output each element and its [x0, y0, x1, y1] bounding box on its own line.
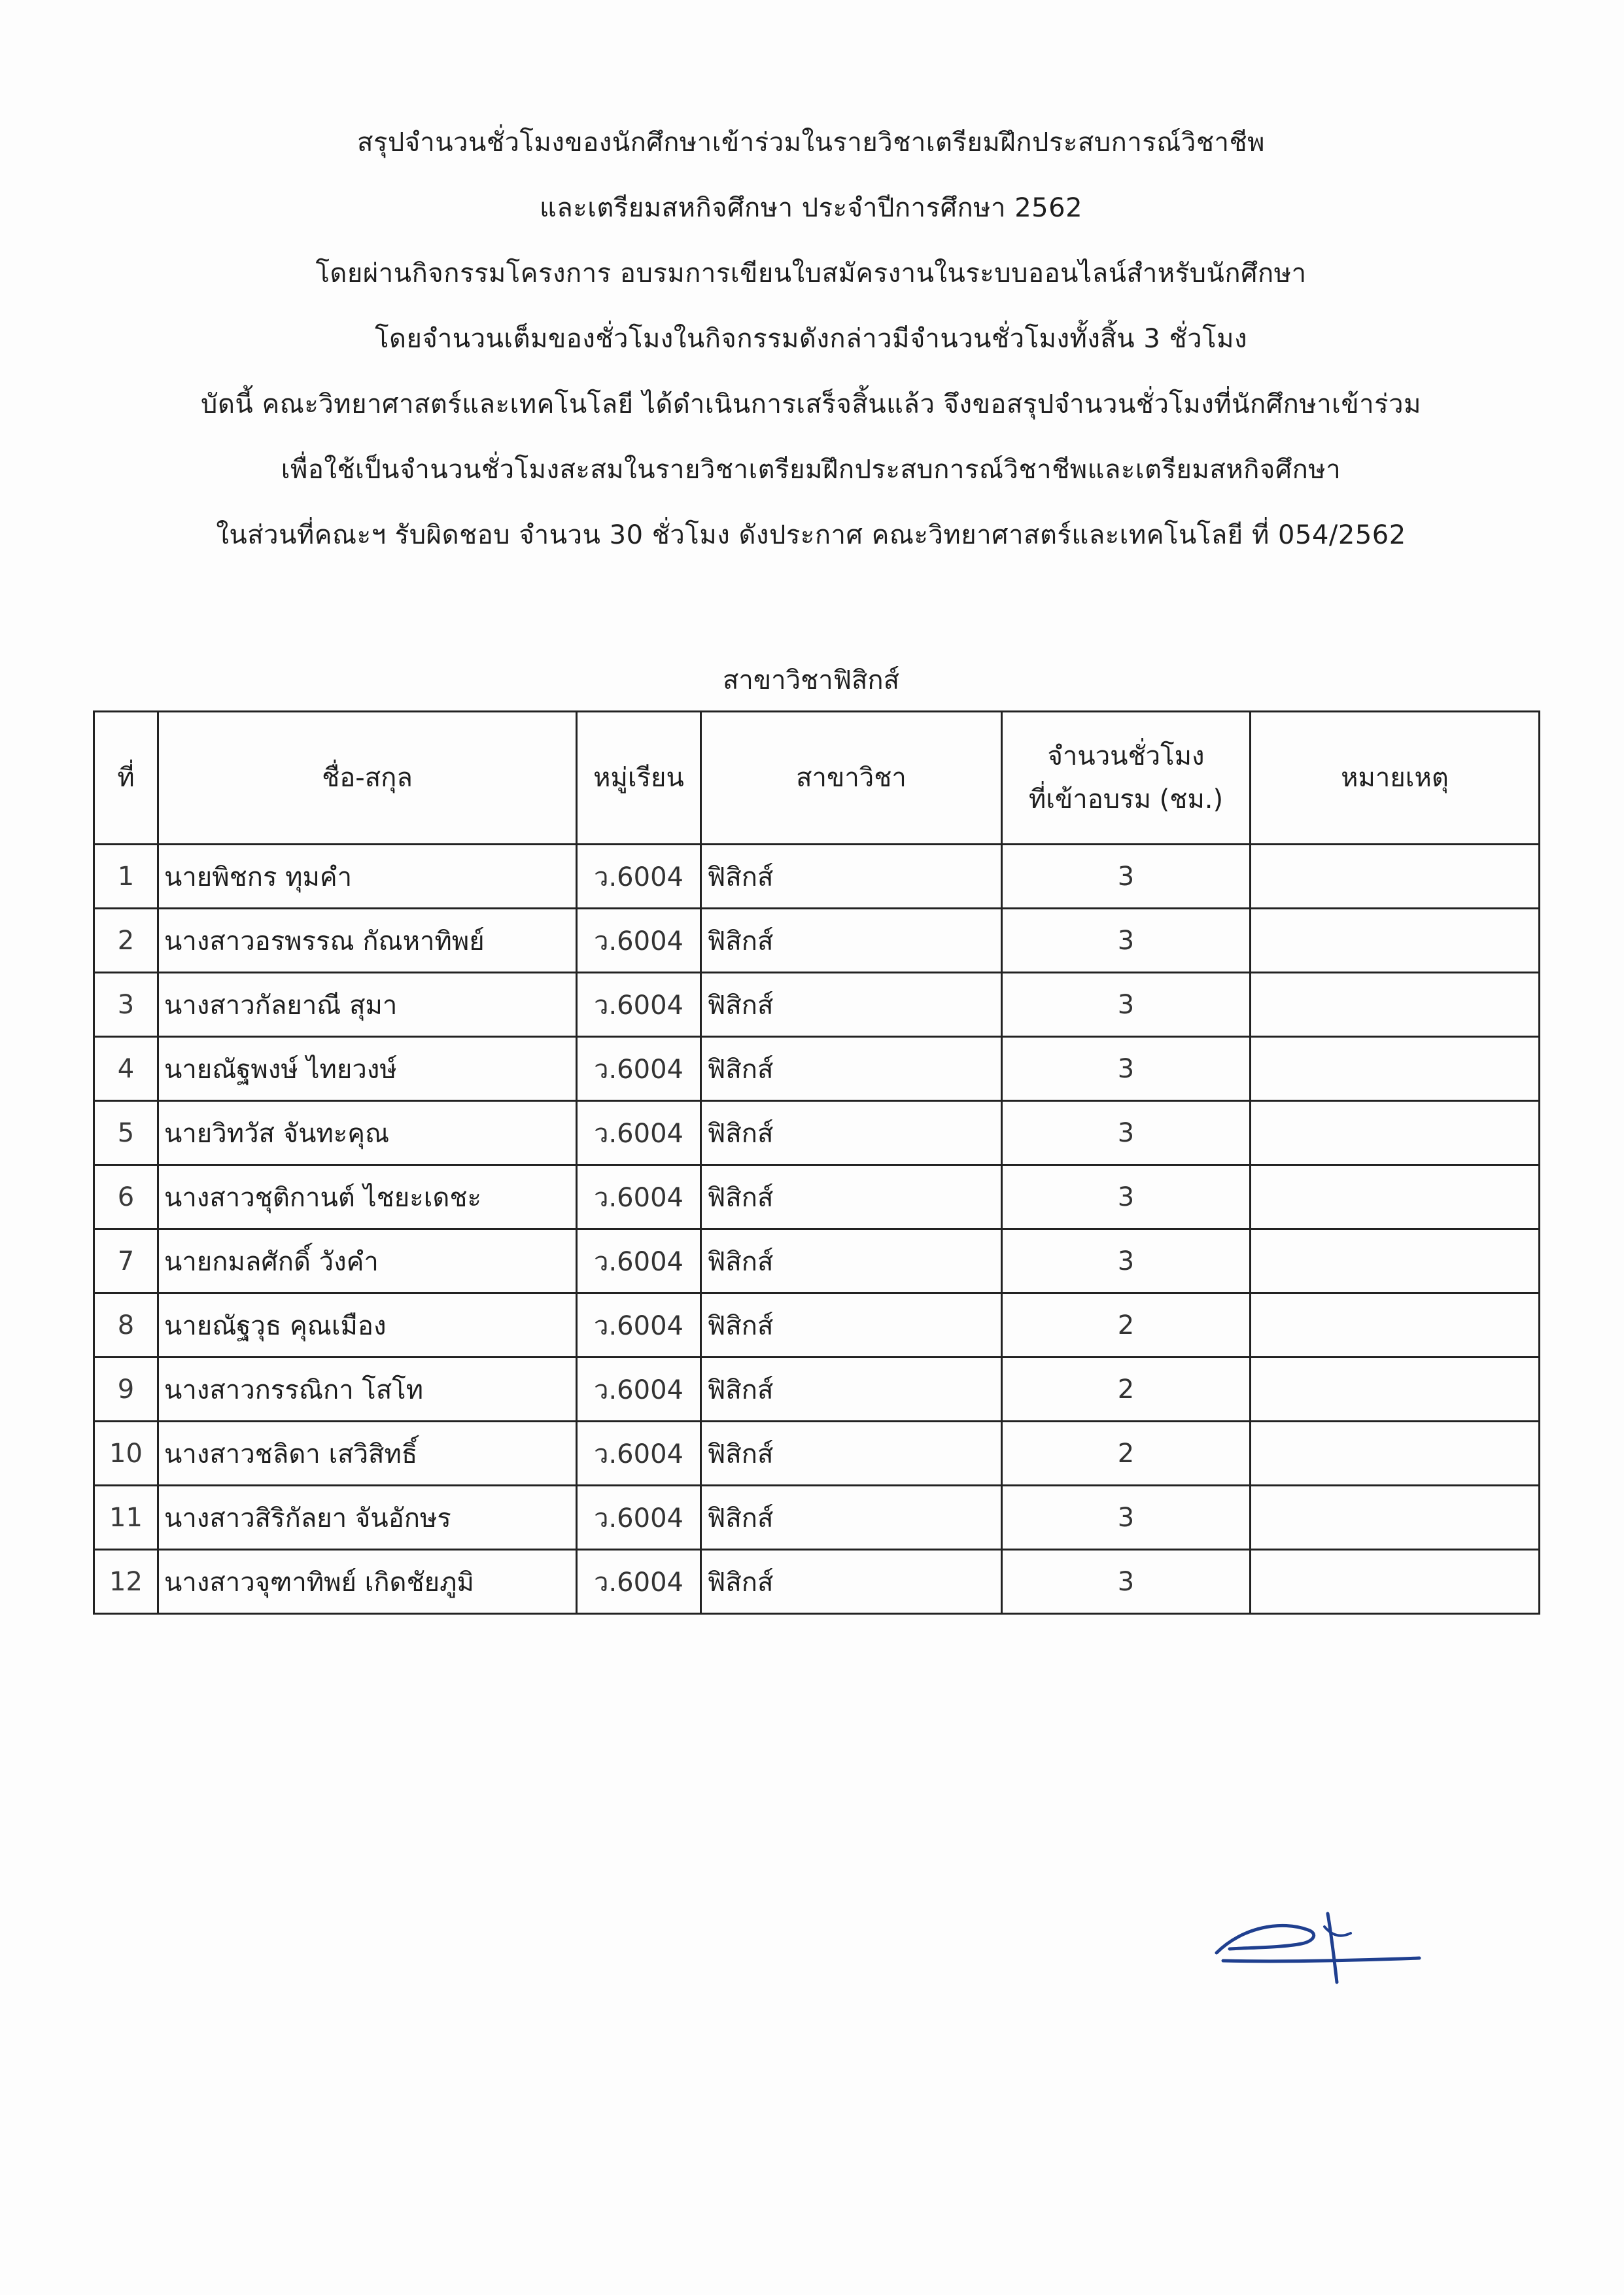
table-row — [94, 1550, 1540, 1614]
table-row — [94, 1101, 1540, 1165]
table-row — [94, 1037, 1540, 1101]
cell-no: 4 — [94, 1037, 158, 1101]
cell-group: ว.6004 — [577, 1101, 701, 1165]
table-row — [94, 973, 1540, 1037]
cell-group: ว.6004 — [577, 1165, 701, 1229]
cell-name: นางสาวชลิดา เสวิสิทธิ์ — [158, 1422, 577, 1486]
header-hours-line-2: ที่เข้าอบรม (ชม.) — [1028, 784, 1224, 815]
cell-no: 10 — [94, 1422, 158, 1486]
cell-hours: 2 — [1002, 1422, 1251, 1486]
attendance-table — [93, 710, 1540, 1615]
table-row — [94, 845, 1540, 909]
cell-hours: 3 — [1002, 1486, 1251, 1550]
header-line-1: สรุปจำนวนชั่วโมงของนักศึกษาเข้าร่วมในรายวิชาเตรียมฝึกประสบการณ์วิชาชีพ — [357, 128, 1265, 158]
header-no: ที่ — [94, 712, 158, 845]
cell-name: นางสาวกรรณิกา โสโท — [158, 1358, 577, 1422]
cell-note — [1251, 1229, 1540, 1293]
header-group: หมู่เรียน — [577, 712, 701, 845]
header-hours — [1002, 712, 1251, 845]
cell-no: 11 — [94, 1486, 158, 1550]
table-row — [94, 1293, 1540, 1358]
cell-name: นายพิชกร ทุมคำ — [158, 845, 577, 909]
cell-major: ฟิสิกส์ — [701, 1422, 1002, 1486]
cell-no: 5 — [94, 1101, 158, 1165]
table-row — [94, 1229, 1540, 1293]
cell-no: 2 — [94, 909, 158, 973]
cell-name: นางสาวอรพรรณ กัณหาทิพย์ — [158, 909, 577, 973]
cell-name: นายวิทวัส จันทะคุณ — [158, 1101, 577, 1165]
header-line-2: และเตรียมสหกิจศึกษา ประจำปีการศึกษา 2562 — [539, 193, 1083, 223]
header-major: สาขาวิชา — [701, 712, 1002, 845]
cell-no: 3 — [94, 973, 158, 1037]
cell-major: ฟิสิกส์ — [701, 1229, 1002, 1293]
cell-hours: 3 — [1002, 1229, 1251, 1293]
cell-note — [1251, 1101, 1540, 1165]
cell-note — [1251, 1550, 1540, 1614]
header-line-3: โดยผ่านกิจกรรมโครงการ อบรมการเขียนใบสมัครงานในระบบออนไลน์สำหรับนักศึกษา — [315, 258, 1307, 289]
cell-note — [1251, 1422, 1540, 1486]
cell-major: ฟิสิกส์ — [701, 1486, 1002, 1550]
table-row — [94, 1422, 1540, 1486]
cell-group: ว.6004 — [577, 1293, 701, 1358]
cell-note — [1251, 1293, 1540, 1358]
cell-major: ฟิสิกส์ — [701, 1550, 1002, 1614]
cell-hours: 3 — [1002, 1165, 1251, 1229]
table-row — [94, 909, 1540, 973]
cell-name: นางสาวกัลยาณี สุมา — [158, 973, 577, 1037]
header-line-5: บัดนี้ คณะวิทยาศาสตร์และเทคโนโลยี ได้ดำเนินการเสร็จสิ้นแล้ว จึงขอสรุปจำนวนชั่วโมงที่นักศึกษาเข้าร่วม — [201, 389, 1421, 419]
handwritten-signature — [1203, 1901, 1439, 1986]
cell-name: นางสาวชุติกานต์ ไชยะเดชะ — [158, 1165, 577, 1229]
cell-major: ฟิสิกส์ — [701, 1165, 1002, 1229]
cell-name: นายกมลศักดิ์ วังคำ — [158, 1229, 577, 1293]
cell-no: 12 — [94, 1550, 158, 1614]
cell-note — [1251, 1165, 1540, 1229]
cell-major: ฟิสิกส์ — [701, 1101, 1002, 1165]
cell-hours: 3 — [1002, 1550, 1251, 1614]
table-row — [94, 1165, 1540, 1229]
cell-hours: 2 — [1002, 1293, 1251, 1358]
cell-major: ฟิสิกส์ — [701, 909, 1002, 973]
table-row — [94, 1358, 1540, 1422]
cell-no: 1 — [94, 845, 158, 909]
header-line-7: ในส่วนที่คณะฯ รับผิดชอบ จำนวน 30 ชั่วโมง ดังประกาศ คณะวิทยาศาสตร์และเทคโนโลยี ที่ 054/2562 — [216, 520, 1406, 550]
cell-hours: 3 — [1002, 973, 1251, 1037]
cell-no: 7 — [94, 1229, 158, 1293]
header-name: ชื่อ-สกุล — [158, 712, 577, 845]
cell-group: ว.6004 — [577, 973, 701, 1037]
cell-note — [1251, 845, 1540, 909]
section-title: สาขาวิชาฟิสิกส์ — [722, 665, 900, 695]
cell-group: ว.6004 — [577, 1486, 701, 1550]
cell-hours: 3 — [1002, 845, 1251, 909]
cell-note — [1251, 909, 1540, 973]
cell-major: ฟิสิกส์ — [701, 973, 1002, 1037]
cell-name: นางสาวจุฑาทิพย์ เกิดชัยภูมิ — [158, 1550, 577, 1614]
cell-no: 6 — [94, 1165, 158, 1229]
header-line-6: เพื่อใช้เป็นจำนวนชั่วโมงสะสมในรายวิชาเตรียมฝึกประสบการณ์วิชาชีพและเตรียมสหกิจศึกษา — [281, 455, 1341, 485]
table-body — [94, 845, 1540, 1614]
cell-hours: 3 — [1002, 1037, 1251, 1101]
cell-hours: 2 — [1002, 1358, 1251, 1422]
cell-group: ว.6004 — [577, 1229, 701, 1293]
cell-group: ว.6004 — [577, 1550, 701, 1614]
header-note: หมายเหตุ — [1251, 712, 1540, 845]
cell-note — [1251, 1486, 1540, 1550]
cell-note — [1251, 973, 1540, 1037]
cell-hours: 3 — [1002, 1101, 1251, 1165]
cell-name: นางสาวสิริกัลยา จันอักษร — [158, 1486, 577, 1550]
cell-name: นายณัฐพงษ์ ไทยวงษ์ — [158, 1037, 577, 1101]
cell-major: ฟิสิกส์ — [701, 1037, 1002, 1101]
header-hours-line-1: จำนวนชั่วโมง — [1047, 741, 1205, 771]
cell-group: ว.6004 — [577, 1358, 701, 1422]
cell-group: ว.6004 — [577, 845, 701, 909]
cell-no: 9 — [94, 1358, 158, 1422]
table-row — [94, 1486, 1540, 1550]
cell-note — [1251, 1358, 1540, 1422]
header-line-4: โดยจำนวนเต็มของชั่วโมงในกิจกรรมดังกล่าวมีจำนวนชั่วโมงทั้งสิ้น 3 ชั่วโมง — [374, 324, 1248, 354]
cell-group: ว.6004 — [577, 909, 701, 973]
table-header-row — [94, 712, 1540, 845]
cell-name: นายณัฐวุธ คุณเมือง — [158, 1293, 577, 1358]
cell-major: ฟิสิกส์ — [701, 845, 1002, 909]
cell-major: ฟิสิกส์ — [701, 1358, 1002, 1422]
cell-group: ว.6004 — [577, 1037, 701, 1101]
cell-group: ว.6004 — [577, 1422, 701, 1486]
cell-note — [1251, 1037, 1540, 1101]
cell-no: 8 — [94, 1293, 158, 1358]
cell-major: ฟิสิกส์ — [701, 1293, 1002, 1358]
cell-hours: 3 — [1002, 909, 1251, 973]
